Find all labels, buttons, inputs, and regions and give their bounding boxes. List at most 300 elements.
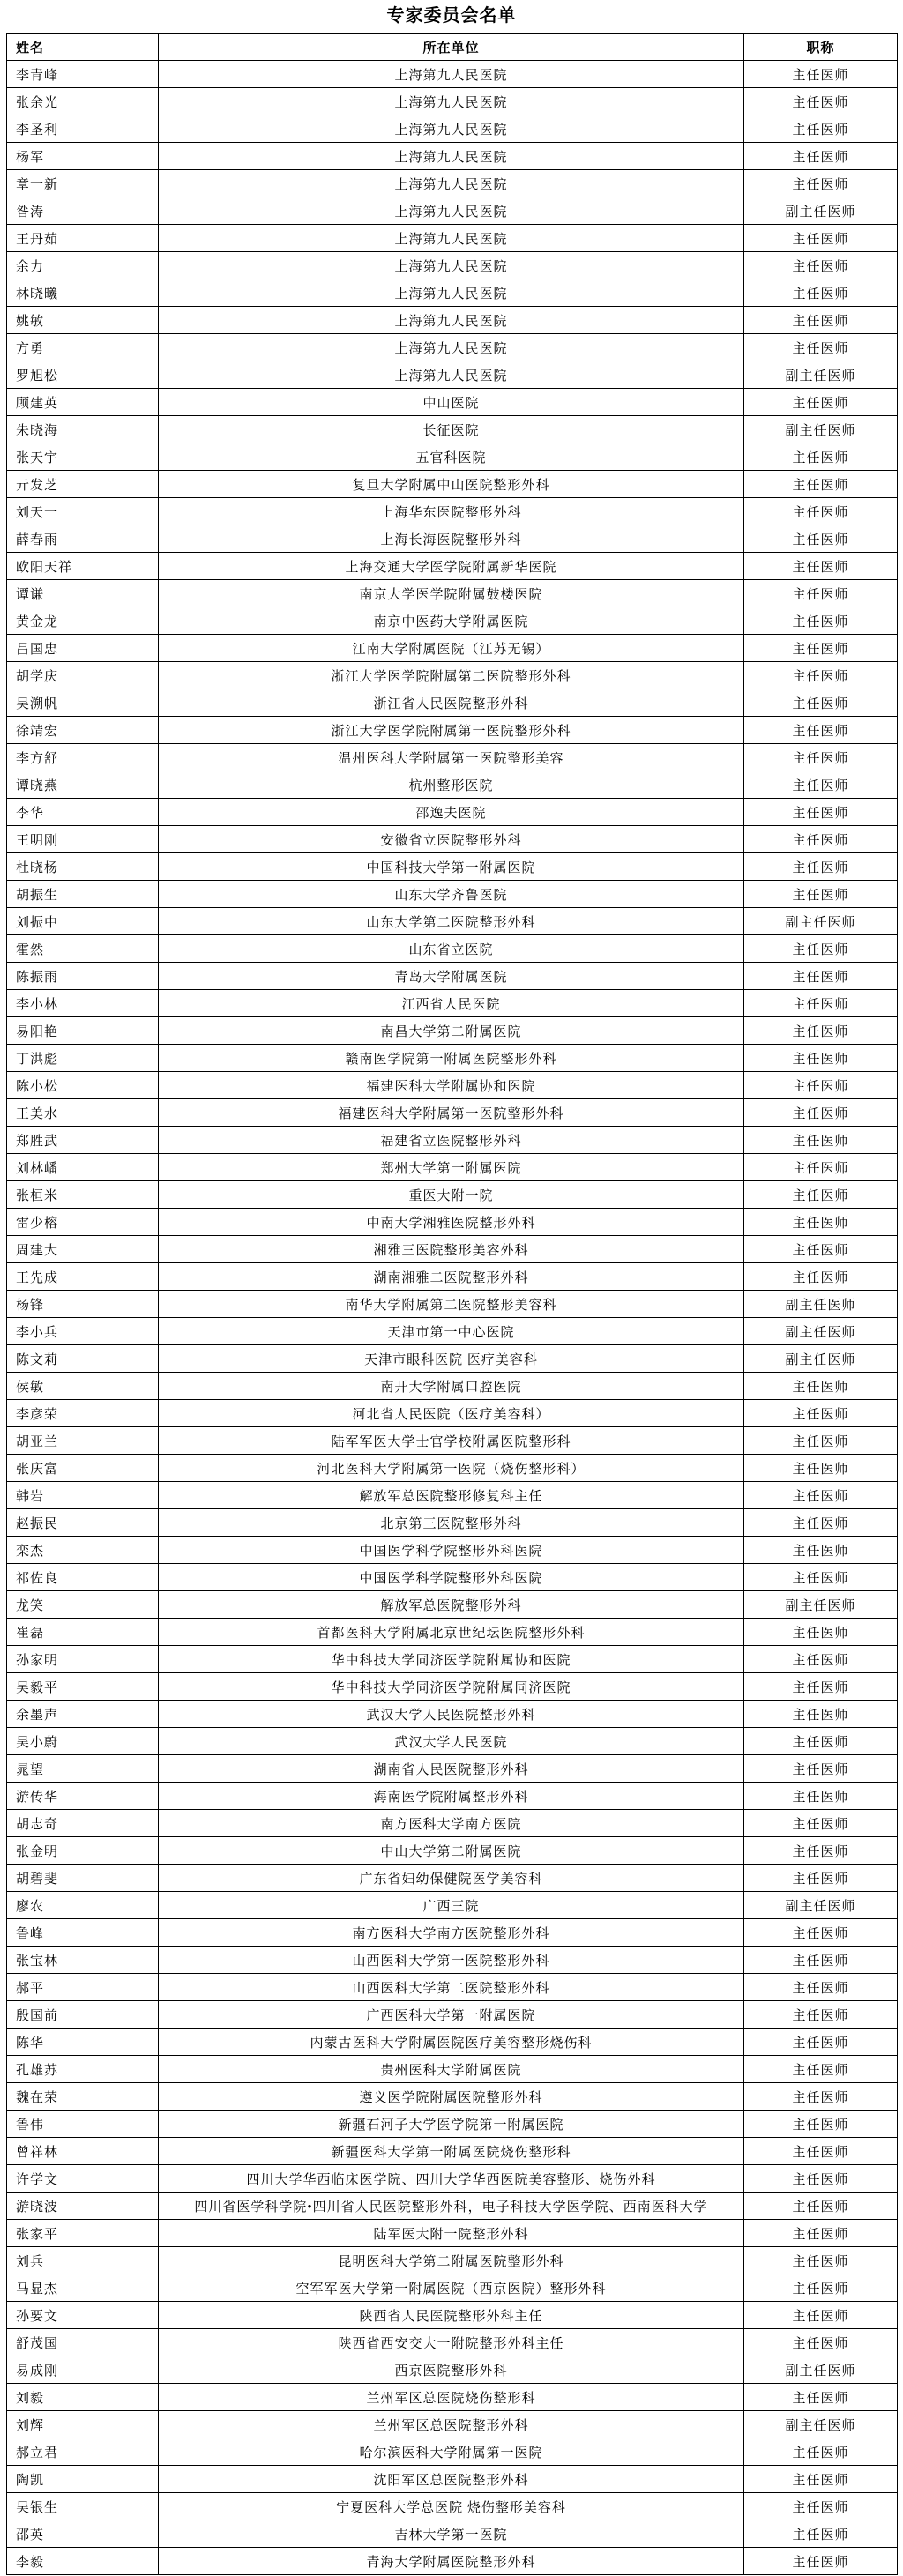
table-row: [7, 1072, 898, 1099]
table-row: [7, 416, 898, 443]
member-unit: 湖南省人民医院整形外科: [159, 1755, 744, 1783]
table-row: [7, 607, 898, 635]
member-title: 主任医师: [744, 115, 898, 143]
member-unit: 山西医科大学第一医院整形外科: [159, 1947, 744, 1974]
member-name: 顾建英: [7, 389, 159, 416]
table-row: [7, 1209, 898, 1236]
table-row: [7, 2274, 898, 2302]
member-name: 鲁伟: [7, 2111, 159, 2138]
member-title: 主任医师: [744, 2220, 898, 2247]
member-unit: 吉林大学第一医院: [159, 2520, 744, 2548]
member-unit: 天津市第一中心医院: [159, 1318, 744, 1345]
member-unit: 杭州整形医院: [159, 771, 744, 799]
member-title: 主任医师: [744, 553, 898, 580]
table-row: [7, 1045, 898, 1072]
table-row: [7, 1482, 898, 1509]
member-unit: 复旦大学附属中山医院整形外科: [159, 471, 744, 498]
member-unit: 山西医科大学第二医院整形外科: [159, 1974, 744, 2001]
member-title: 主任医师: [744, 689, 898, 717]
table-row: [7, 498, 898, 525]
table-body: [7, 61, 898, 2575]
member-title: 主任医师: [744, 1072, 898, 1099]
table-row: [7, 1236, 898, 1263]
member-name: 刘林嶓: [7, 1154, 159, 1181]
member-name: 郝立君: [7, 2438, 159, 2466]
table-row: [7, 2466, 898, 2493]
member-name: 许学文: [7, 2165, 159, 2193]
member-name: 张宝林: [7, 1947, 159, 1974]
member-title: 主任医师: [744, 935, 898, 963]
member-unit: 上海第九人民医院: [159, 252, 744, 279]
member-title: 主任医师: [744, 2111, 898, 2138]
member-name: 刘天一: [7, 498, 159, 525]
member-name: 侯敏: [7, 1373, 159, 1400]
member-unit: 空军军医大学第一附属医院（西京医院）整形外科: [159, 2274, 744, 2302]
member-name: 郑胜武: [7, 1127, 159, 1154]
member-title: 主任医师: [744, 1728, 898, 1755]
member-title: 主任医师: [744, 662, 898, 689]
member-unit: 南京大学医学院附属鼓楼医院: [159, 580, 744, 607]
table-row: [7, 963, 898, 990]
member-name: 李华: [7, 799, 159, 826]
member-unit: 浙江省人民医院整形外科: [159, 689, 744, 717]
member-name: 张余光: [7, 88, 159, 115]
table-row: [7, 662, 898, 689]
member-name: 胡碧斐: [7, 1865, 159, 1892]
member-title: 主任医师: [744, 1181, 898, 1209]
table-row: [7, 1373, 898, 1400]
member-title: 主任医师: [744, 2001, 898, 2029]
member-name: 胡振生: [7, 881, 159, 908]
member-unit: 上海第九人民医院: [159, 307, 744, 334]
member-unit: 南方医科大学南方医院: [159, 1810, 744, 1837]
table-row: [7, 2302, 898, 2329]
member-unit: 天津市眼科医院 医疗美容科: [159, 1345, 744, 1373]
member-title: 副主任医师: [744, 2356, 898, 2384]
member-title: 副主任医师: [744, 416, 898, 443]
member-unit: 安徽省立医院整形外科: [159, 826, 744, 853]
header-row: [7, 34, 898, 61]
member-unit: 解放军总医院整形外科: [159, 1591, 744, 1619]
member-unit: 南华大学附属第二医院整形美容科: [159, 1291, 744, 1318]
table-row: [7, 1619, 898, 1646]
table-row: [7, 279, 898, 307]
member-title: 主任医师: [744, 1701, 898, 1728]
member-name: 游晓波: [7, 2193, 159, 2220]
member-name: 杨锋: [7, 1291, 159, 1318]
member-name: 周建大: [7, 1236, 159, 1263]
member-unit: 山东大学齐鲁医院: [159, 881, 744, 908]
table-row: [7, 2193, 898, 2220]
table-row: [7, 2520, 898, 2548]
member-name: 张庆富: [7, 1455, 159, 1482]
member-name: 胡学庆: [7, 662, 159, 689]
member-name: 李小林: [7, 990, 159, 1017]
member-title: 主任医师: [744, 1017, 898, 1045]
member-unit: 福建医科大学附属协和医院: [159, 1072, 744, 1099]
member-unit: 山东省立医院: [159, 935, 744, 963]
member-title: 副主任医师: [744, 197, 898, 225]
member-title: 副主任医师: [744, 361, 898, 389]
member-name: 杨军: [7, 143, 159, 170]
member-unit: 新疆石河子大学医学院第一附属医院: [159, 2111, 744, 2138]
member-name: 余力: [7, 252, 159, 279]
member-name: 雷少榕: [7, 1209, 159, 1236]
member-title: 主任医师: [744, 853, 898, 881]
member-unit: 南京中医药大学附属医院: [159, 607, 744, 635]
member-name: 朱晓海: [7, 416, 159, 443]
member-name: 陈小松: [7, 1072, 159, 1099]
member-unit: 沈阳军区总医院整形外科: [159, 2466, 744, 2493]
member-name: 赵振民: [7, 1509, 159, 1537]
member-title: 主任医师: [744, 2302, 898, 2329]
member-name: 鲁峰: [7, 1919, 159, 1947]
table-row: [7, 2138, 898, 2165]
member-unit: 上海第九人民医院: [159, 334, 744, 361]
table-row: [7, 143, 898, 170]
member-name: 孔雄苏: [7, 2056, 159, 2083]
member-title: 副主任医师: [744, 1591, 898, 1619]
member-name: 亓发芝: [7, 471, 159, 498]
member-name: 龙笑: [7, 1591, 159, 1619]
member-title: 主任医师: [744, 170, 898, 197]
member-name: 吴银生: [7, 2493, 159, 2520]
member-unit: 上海第九人民医院: [159, 61, 744, 88]
member-name: 李彦荣: [7, 1400, 159, 1427]
member-title: 主任医师: [744, 471, 898, 498]
member-unit: 福建医科大学附属第一医院整形外科: [159, 1099, 744, 1127]
table-row: [7, 2493, 898, 2520]
member-name: 陈振雨: [7, 963, 159, 990]
member-unit: 遵义医学院附属医院整形外科: [159, 2083, 744, 2111]
table-row: [7, 88, 898, 115]
member-unit: 江南大学附属医院（江苏无锡）: [159, 635, 744, 662]
table-row: [7, 2329, 898, 2356]
member-title: 主任医师: [744, 1619, 898, 1646]
member-title: 主任医师: [744, 389, 898, 416]
member-name: 孙要文: [7, 2302, 159, 2329]
table-row: [7, 990, 898, 1017]
member-unit: 五官科医院: [159, 443, 744, 471]
member-unit: 温州医科大学附属第一医院整形美容: [159, 744, 744, 771]
table-row: [7, 2083, 898, 2111]
member-title: 主任医师: [744, 1099, 898, 1127]
member-title: 主任医师: [744, 2466, 898, 2493]
member-name: 罗旭松: [7, 361, 159, 389]
member-name: 晁望: [7, 1755, 159, 1783]
member-unit: 重医大附一院: [159, 1181, 744, 1209]
member-title: 主任医师: [744, 717, 898, 744]
member-title: 主任医师: [744, 1783, 898, 1810]
member-unit: 福建省立医院整形外科: [159, 1127, 744, 1154]
member-name: 王明刚: [7, 826, 159, 853]
member-name: 马显杰: [7, 2274, 159, 2302]
member-title: 主任医师: [744, 1646, 898, 1673]
member-unit: 青海大学附属医院整形外科: [159, 2548, 744, 2575]
member-title: 主任医师: [744, 443, 898, 471]
member-title: 主任医师: [744, 1673, 898, 1701]
member-name: 郝平: [7, 1974, 159, 2001]
table-row: [7, 771, 898, 799]
table-row: [7, 2220, 898, 2247]
member-title: 主任医师: [744, 607, 898, 635]
table-row: [7, 2247, 898, 2274]
member-name: 王丹茹: [7, 225, 159, 252]
member-name: 李方舒: [7, 744, 159, 771]
table-row: [7, 1537, 898, 1564]
member-unit: 上海交通大学医学院附属新华医院: [159, 553, 744, 580]
table-row: [7, 1810, 898, 1837]
member-title: 主任医师: [744, 1154, 898, 1181]
member-name: 陈华: [7, 2029, 159, 2056]
header-title: 职称: [744, 34, 898, 61]
member-title: 主任医师: [744, 498, 898, 525]
member-name: 李圣利: [7, 115, 159, 143]
member-title: 主任医师: [744, 635, 898, 662]
member-unit: 海南医学院附属整形外科: [159, 1783, 744, 1810]
member-title: 主任医师: [744, 1373, 898, 1400]
member-title: 主任医师: [744, 1947, 898, 1974]
table-row: [7, 744, 898, 771]
member-unit: 昆明医科大学第二附属医院整形外科: [159, 2247, 744, 2274]
member-name: 谭谦: [7, 580, 159, 607]
member-unit: 上海华东医院整形外科: [159, 498, 744, 525]
table-row: [7, 635, 898, 662]
member-name: 孙家明: [7, 1646, 159, 1673]
table-row: [7, 2356, 898, 2384]
member-title: 主任医师: [744, 2056, 898, 2083]
member-unit: 上海长海医院整形外科: [159, 525, 744, 553]
member-unit: 四川大学华西临床医学院、四川大学华西医院美容整形、烧伤外科: [159, 2165, 744, 2193]
member-name: 祁佐良: [7, 1564, 159, 1591]
member-title: 主任医师: [744, 963, 898, 990]
member-unit: 四川省医学科学院•四川省人民医院整形外科，电子科技大学医学院、西南医科大学: [159, 2193, 744, 2220]
member-title: 副主任医师: [744, 1291, 898, 1318]
member-unit: 浙江大学医学院附属第一医院整形外科: [159, 717, 744, 744]
member-title: 主任医师: [744, 1564, 898, 1591]
member-unit: 南昌大学第二附属医院: [159, 1017, 744, 1045]
table-row: [7, 717, 898, 744]
member-name: 刘兵: [7, 2247, 159, 2274]
member-name: 韩岩: [7, 1482, 159, 1509]
member-title: 主任医师: [744, 2193, 898, 2220]
member-unit: 西京医院整形外科: [159, 2356, 744, 2384]
table-row: [7, 553, 898, 580]
table-row: [7, 334, 898, 361]
member-name: 易成刚: [7, 2356, 159, 2384]
table-row: [7, 580, 898, 607]
member-unit: 华中科技大学同济医学院附属同济医院: [159, 1673, 744, 1701]
table-row: [7, 2056, 898, 2083]
member-unit: 华中科技大学同济医学院附属协和医院: [159, 1646, 744, 1673]
member-name: 章一新: [7, 170, 159, 197]
member-name: 丁洪彪: [7, 1045, 159, 1072]
table-row: [7, 1892, 898, 1919]
member-title: 主任医师: [744, 1400, 898, 1427]
member-unit: 广东省妇幼保健院医学美容科: [159, 1865, 744, 1892]
member-title: 主任医师: [744, 61, 898, 88]
member-unit: 北京第三医院整形外科: [159, 1509, 744, 1537]
table-row: [7, 881, 898, 908]
table-row: [7, 1509, 898, 1537]
member-title: 主任医师: [744, 252, 898, 279]
member-name: 刘毅: [7, 2384, 159, 2411]
member-name: 吴小蔚: [7, 1728, 159, 1755]
header-unit: 所在单位: [159, 34, 744, 61]
member-unit: 上海第九人民医院: [159, 115, 744, 143]
member-title: 主任医师: [744, 799, 898, 826]
member-title: 主任医师: [744, 2138, 898, 2165]
table-row: [7, 2411, 898, 2438]
member-name: 刘振中: [7, 908, 159, 935]
member-unit: 武汉大学人民医院: [159, 1728, 744, 1755]
table-row: [7, 1263, 898, 1291]
table-row: [7, 1099, 898, 1127]
member-unit: 浙江大学医学院附属第二医院整形外科: [159, 662, 744, 689]
member-name: 刘辉: [7, 2411, 159, 2438]
member-title: 主任医师: [744, 334, 898, 361]
member-title: 主任医师: [744, 2165, 898, 2193]
member-name: 张桓米: [7, 1181, 159, 1209]
table-row: [7, 2438, 898, 2466]
member-title: 主任医师: [744, 2274, 898, 2302]
member-title: 主任医师: [744, 2493, 898, 2520]
table-row: [7, 307, 898, 334]
member-title: 主任医师: [744, 1810, 898, 1837]
member-name: 王美水: [7, 1099, 159, 1127]
member-title: 副主任医师: [744, 1345, 898, 1373]
member-unit: 武汉大学人民医院整形外科: [159, 1701, 744, 1728]
member-title: 副主任医师: [744, 1318, 898, 1345]
member-name: 邵英: [7, 2520, 159, 2548]
member-unit: 贵州医科大学附属医院: [159, 2056, 744, 2083]
table-row: [7, 170, 898, 197]
table-row: [7, 197, 898, 225]
member-unit: 湖南湘雅二医院整形外科: [159, 1263, 744, 1291]
table-row: [7, 361, 898, 389]
member-title: 主任医师: [744, 2083, 898, 2111]
table-row: [7, 1181, 898, 1209]
member-unit: 广西医科大学第一附属医院: [159, 2001, 744, 2029]
table-row: [7, 799, 898, 826]
table-row: [7, 2111, 898, 2138]
member-title: 主任医师: [744, 143, 898, 170]
member-title: 主任医师: [744, 1263, 898, 1291]
table-row: [7, 853, 898, 881]
member-unit: 上海第九人民医院: [159, 225, 744, 252]
member-name: 栾杰: [7, 1537, 159, 1564]
page-title: 专家委员会名单: [386, 6, 517, 26]
member-name: 徐靖宏: [7, 717, 159, 744]
member-name: 魏在荣: [7, 2083, 159, 2111]
member-title: 主任医师: [744, 1537, 898, 1564]
member-title: 主任医师: [744, 307, 898, 334]
table-row: [7, 2029, 898, 2056]
member-unit: 郑州大学第一附属医院: [159, 1154, 744, 1181]
table-row: [7, 826, 898, 853]
table-row: [7, 1728, 898, 1755]
member-title: 主任医师: [744, 279, 898, 307]
member-name: 游传华: [7, 1783, 159, 1810]
table-row: [7, 1947, 898, 1974]
member-name: 霍然: [7, 935, 159, 963]
table-row: [7, 2165, 898, 2193]
member-title: 主任医师: [744, 2384, 898, 2411]
table-row: [7, 1017, 898, 1045]
table-row: [7, 115, 898, 143]
member-name: 黄金龙: [7, 607, 159, 635]
table-row: [7, 1455, 898, 1482]
member-title: 主任医师: [744, 771, 898, 799]
member-unit: 兰州军区总医院烧伤整形科: [159, 2384, 744, 2411]
member-name: 余墨声: [7, 1701, 159, 1728]
member-title: 副主任医师: [744, 2411, 898, 2438]
member-unit: 上海第九人民医院: [159, 361, 744, 389]
member-title: 主任医师: [744, 580, 898, 607]
member-title: 主任医师: [744, 744, 898, 771]
expert-committee-table: [6, 33, 898, 2575]
table-row: [7, 1919, 898, 1947]
member-title: 主任医师: [744, 881, 898, 908]
member-name: 吴溯帆: [7, 689, 159, 717]
member-unit: 陕西省西安交大一附院整形外科主任: [159, 2329, 744, 2356]
table-row: [7, 1154, 898, 1181]
table-row: [7, 2548, 898, 2575]
member-name: 王先成: [7, 1263, 159, 1291]
member-name: 李青峰: [7, 61, 159, 88]
table-row: [7, 61, 898, 88]
member-name: 林晓曦: [7, 279, 159, 307]
member-unit: 上海第九人民医院: [159, 197, 744, 225]
member-name: 方勇: [7, 334, 159, 361]
table-row: [7, 1591, 898, 1619]
table-row: [7, 1646, 898, 1673]
member-unit: 解放军总医院整形修复科主任: [159, 1482, 744, 1509]
member-name: 殷国前: [7, 2001, 159, 2029]
member-title: 主任医师: [744, 1127, 898, 1154]
table-row: [7, 1837, 898, 1865]
member-unit: 陆军医大附一院整形外科: [159, 2220, 744, 2247]
table-row: [7, 1400, 898, 1427]
table-row: [7, 689, 898, 717]
member-unit: 河北医科大学附属第一医院（烧伤整形科）: [159, 1455, 744, 1482]
member-title: 主任医师: [744, 2329, 898, 2356]
member-unit: 陆军军医大学士官学校附属医院整形科: [159, 1427, 744, 1455]
member-name: 陶凯: [7, 2466, 159, 2493]
member-name: 李小兵: [7, 1318, 159, 1345]
member-name: 崔磊: [7, 1619, 159, 1646]
member-title: 主任医师: [744, 1755, 898, 1783]
member-unit: 湘雅三医院整形美容外科: [159, 1236, 744, 1263]
member-title: 主任医师: [744, 2247, 898, 2274]
member-title: 副主任医师: [744, 1892, 898, 1919]
member-title: 主任医师: [744, 1837, 898, 1865]
member-title: 主任医师: [744, 225, 898, 252]
member-unit: 陕西省人民医院整形外科主任: [159, 2302, 744, 2329]
table-row: [7, 1974, 898, 2001]
table-row: [7, 935, 898, 963]
table-row: [7, 2384, 898, 2411]
member-name: 欧阳天祥: [7, 553, 159, 580]
member-name: 吴毅平: [7, 1673, 159, 1701]
member-title: 主任医师: [744, 525, 898, 553]
table-row: [7, 1291, 898, 1318]
member-unit: 新疆医科大学第一附属医院烧伤整形科: [159, 2138, 744, 2165]
member-unit: 上海第九人民医院: [159, 143, 744, 170]
member-name: 廖农: [7, 1892, 159, 1919]
table-header: [7, 34, 898, 61]
member-name: 薛春雨: [7, 525, 159, 553]
